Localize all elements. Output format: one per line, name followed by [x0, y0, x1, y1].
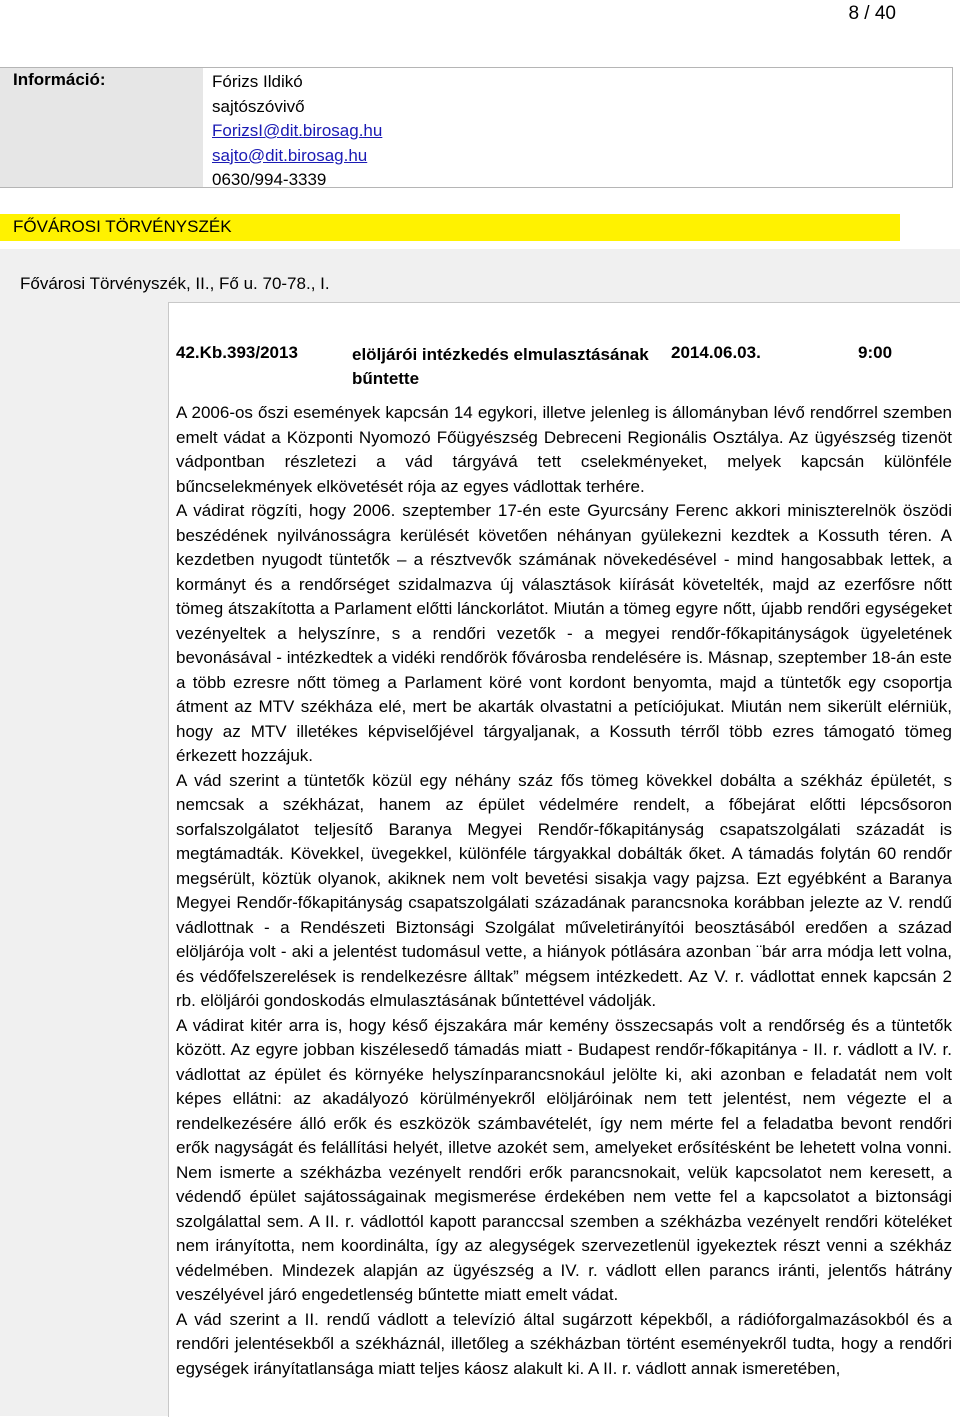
case-number: 42.Kb.393/2013: [176, 343, 298, 362]
case-paragraph: A vád szerint a II. rendű vádlott a televízió által sugárzott képekből, a rádióforgalmazásokból és a rendőri jelentésekből a székháznál, illetőleg a székházban történt eseményekről tudta, hogy a rendőri egységek irányítatlansága miatt teljes káosz alakult ki. A II. r. vádlott annak ismeretében,: [176, 1309, 952, 1378]
contact-name: Fórizs Ildikó: [212, 72, 303, 91]
case-paragraph: A vád szerint a tüntetők közül egy néhány száz fős tömeg kövekkel dobálta a székház épületét, s nemcsak a székházat, hanem az épület védelmére rendelt, a főbejárat előtti lépcsősoron sorfalszolgálatot teljesítő Baranya Megyei Rendőr-főkapitányság csapatszolgálati századát is megtámadták. Kövekkel, üvegekkel, különféle tárgyakkal dobálták őket. A támadás folytán 60 rendőr megsérült, köztük olyanok, akiknek nem volt bevetési sisakja vagy pajzsa. Ezt egyébként a Baranya Megyei Rendőr-főkapitányság csapatszolgálati századának parancsnoka korábban jelezte az V. rendű vádlottnak - a Rendészeti Biztonsági Szolgálat műveletirányítói beosztásából eredően a század elöljárója volt - aki a jelentést tudomásul vette, a hiányok pótlására azonban ¨bár arra módja lett volna, és védőfelszerelések is rendelkezésre álltak” mégsem intézkedett. Az V. r. vádlottat ennek kapcsán 2 rb. elöljárói gondoskodás elmulasztásának bűntettével vádolják.: [176, 770, 952, 1010]
page-number: 8 / 40: [848, 3, 896, 24]
contact-role: sajtószóvivő: [212, 96, 305, 116]
case-crime: elöljárói intézkedés elmulasztásának bűntette: [352, 345, 649, 388]
court-address: Fővárosi Törvényszék, II., Fő u. 70-78., I.: [20, 274, 330, 293]
press-email-link[interactable]: sajto@dit.birosag.hu: [212, 145, 368, 165]
case-date: 2014.06.03.: [671, 343, 761, 362]
case-paragraph: A vádirat kitér arra is, hogy késő éjszakára már kemény összecsapás volt a rendőrség és a tüntetők között. Az egyre jobban kiszélesedő támadás miatt - Budapest rendőr-főkapitánya - II. r. vádlott a IV. r. vádlottat az épület és környéke helyszínparancsnokául jelölte ki, aki azonban e feladatát nem volt képes ellátni: az akadályozó körülményekről elöljáróinak nem tett jelentést, nem végezte el a rendelkezésére álló erők és eszközök számbavételét, így nem mérte fel a feladatba bevont rendőri erők nagyságát és felállítási helyét, illetve azokét sem, amelyeket erősítésként be lehetett volna vonni. Nem ismerte a székházba vezényelt rendőri erők parancsnokait, velük kapcsolatot nem keresett, a védendő épület sajátosságainak megismerése érdekében nem vette fel a kapcsolatot a biztonsági szolgálattal sem. A II. r. vádlottól kapott paranccsal szemben a székházba vezényelt rendőri köteléket nem irányította, nem koordinálta, így az alegységek szervezetlenül igyekeztek részt venni a székház védelmében. Mindezek alapján az ügyészség a IV. r. vádlott ellen parancs iránti, jelentős hátrány veszélyével járó engedetlenség bűntette miatt emelt vádat.: [176, 1015, 952, 1304]
contact-block: [212, 70, 382, 193]
case-paragraph: A vádirat rögzíti, hogy 2006. szeptember 17-én este Gyurcsány Ferenc akkori miniszterelnök öszödi beszédének nyilvánosságra kerülését követően néhányan gyülekezni kezdtek a Kossuth téren. A kezdetben nyugodt tüntetők – a résztvevők számának növekedésével - mind hangosabbak lettek, a kormányt és a rendőrséget szidalmazva új választások kiírását követelték, majd az ezerfősre nőtt tömeg átszakította a Parlament előtti lánckorlátot. Miután a tömeg egyre nőtt, újabb rendőri egységeket vezényeltek a helyszínre, s a rendőri vezetők - a megyei rendőr-főkapitányságok ügyeletének bevonásával - intézkedtek a vidéki rendőrök fővárosba rendelésére is. Másnap, szeptember 18-án este a több ezresre nőtt tömeg a Parlament köré vont kordont benyomta, majd a tüntetők egy csoportja átment az MTV székháza elé, mert be akarták olvastatni a petíciójukat. Miután nem sikerült elérniük, hogy az MTV illetékes képviselőjével tárgyaljanak, a Kossuth térről több ezres támogató tömeg érkezett hozzájuk.: [176, 501, 952, 765]
case-paragraph: A 2006-os őszi események kapcsán 14 egykori, illetve jelenleg is állományban lévő rendőrrel szemben emelt vádat a Központi Nyomozó Főügyészség Debreceni Regionális Osztálya. Az ügyészség tizenöt vádpontban részletezi a vád tárgyává tett cselekményeket, melyek kapcsán különféle bűncselekmények elkövetését rója az egyes vádlottak terhére.: [176, 403, 952, 496]
info-label: Információ:: [13, 70, 106, 89]
court-title: FŐVÁROSI TÖRVÉNYSZÉK: [13, 217, 232, 236]
contact-email-link[interactable]: ForizsI@dit.birosag.hu: [212, 121, 383, 140]
contact-phone: 0630/994-3339: [212, 170, 327, 189]
case-time: 9:00: [858, 343, 893, 362]
case-description: [176, 401, 952, 1381]
